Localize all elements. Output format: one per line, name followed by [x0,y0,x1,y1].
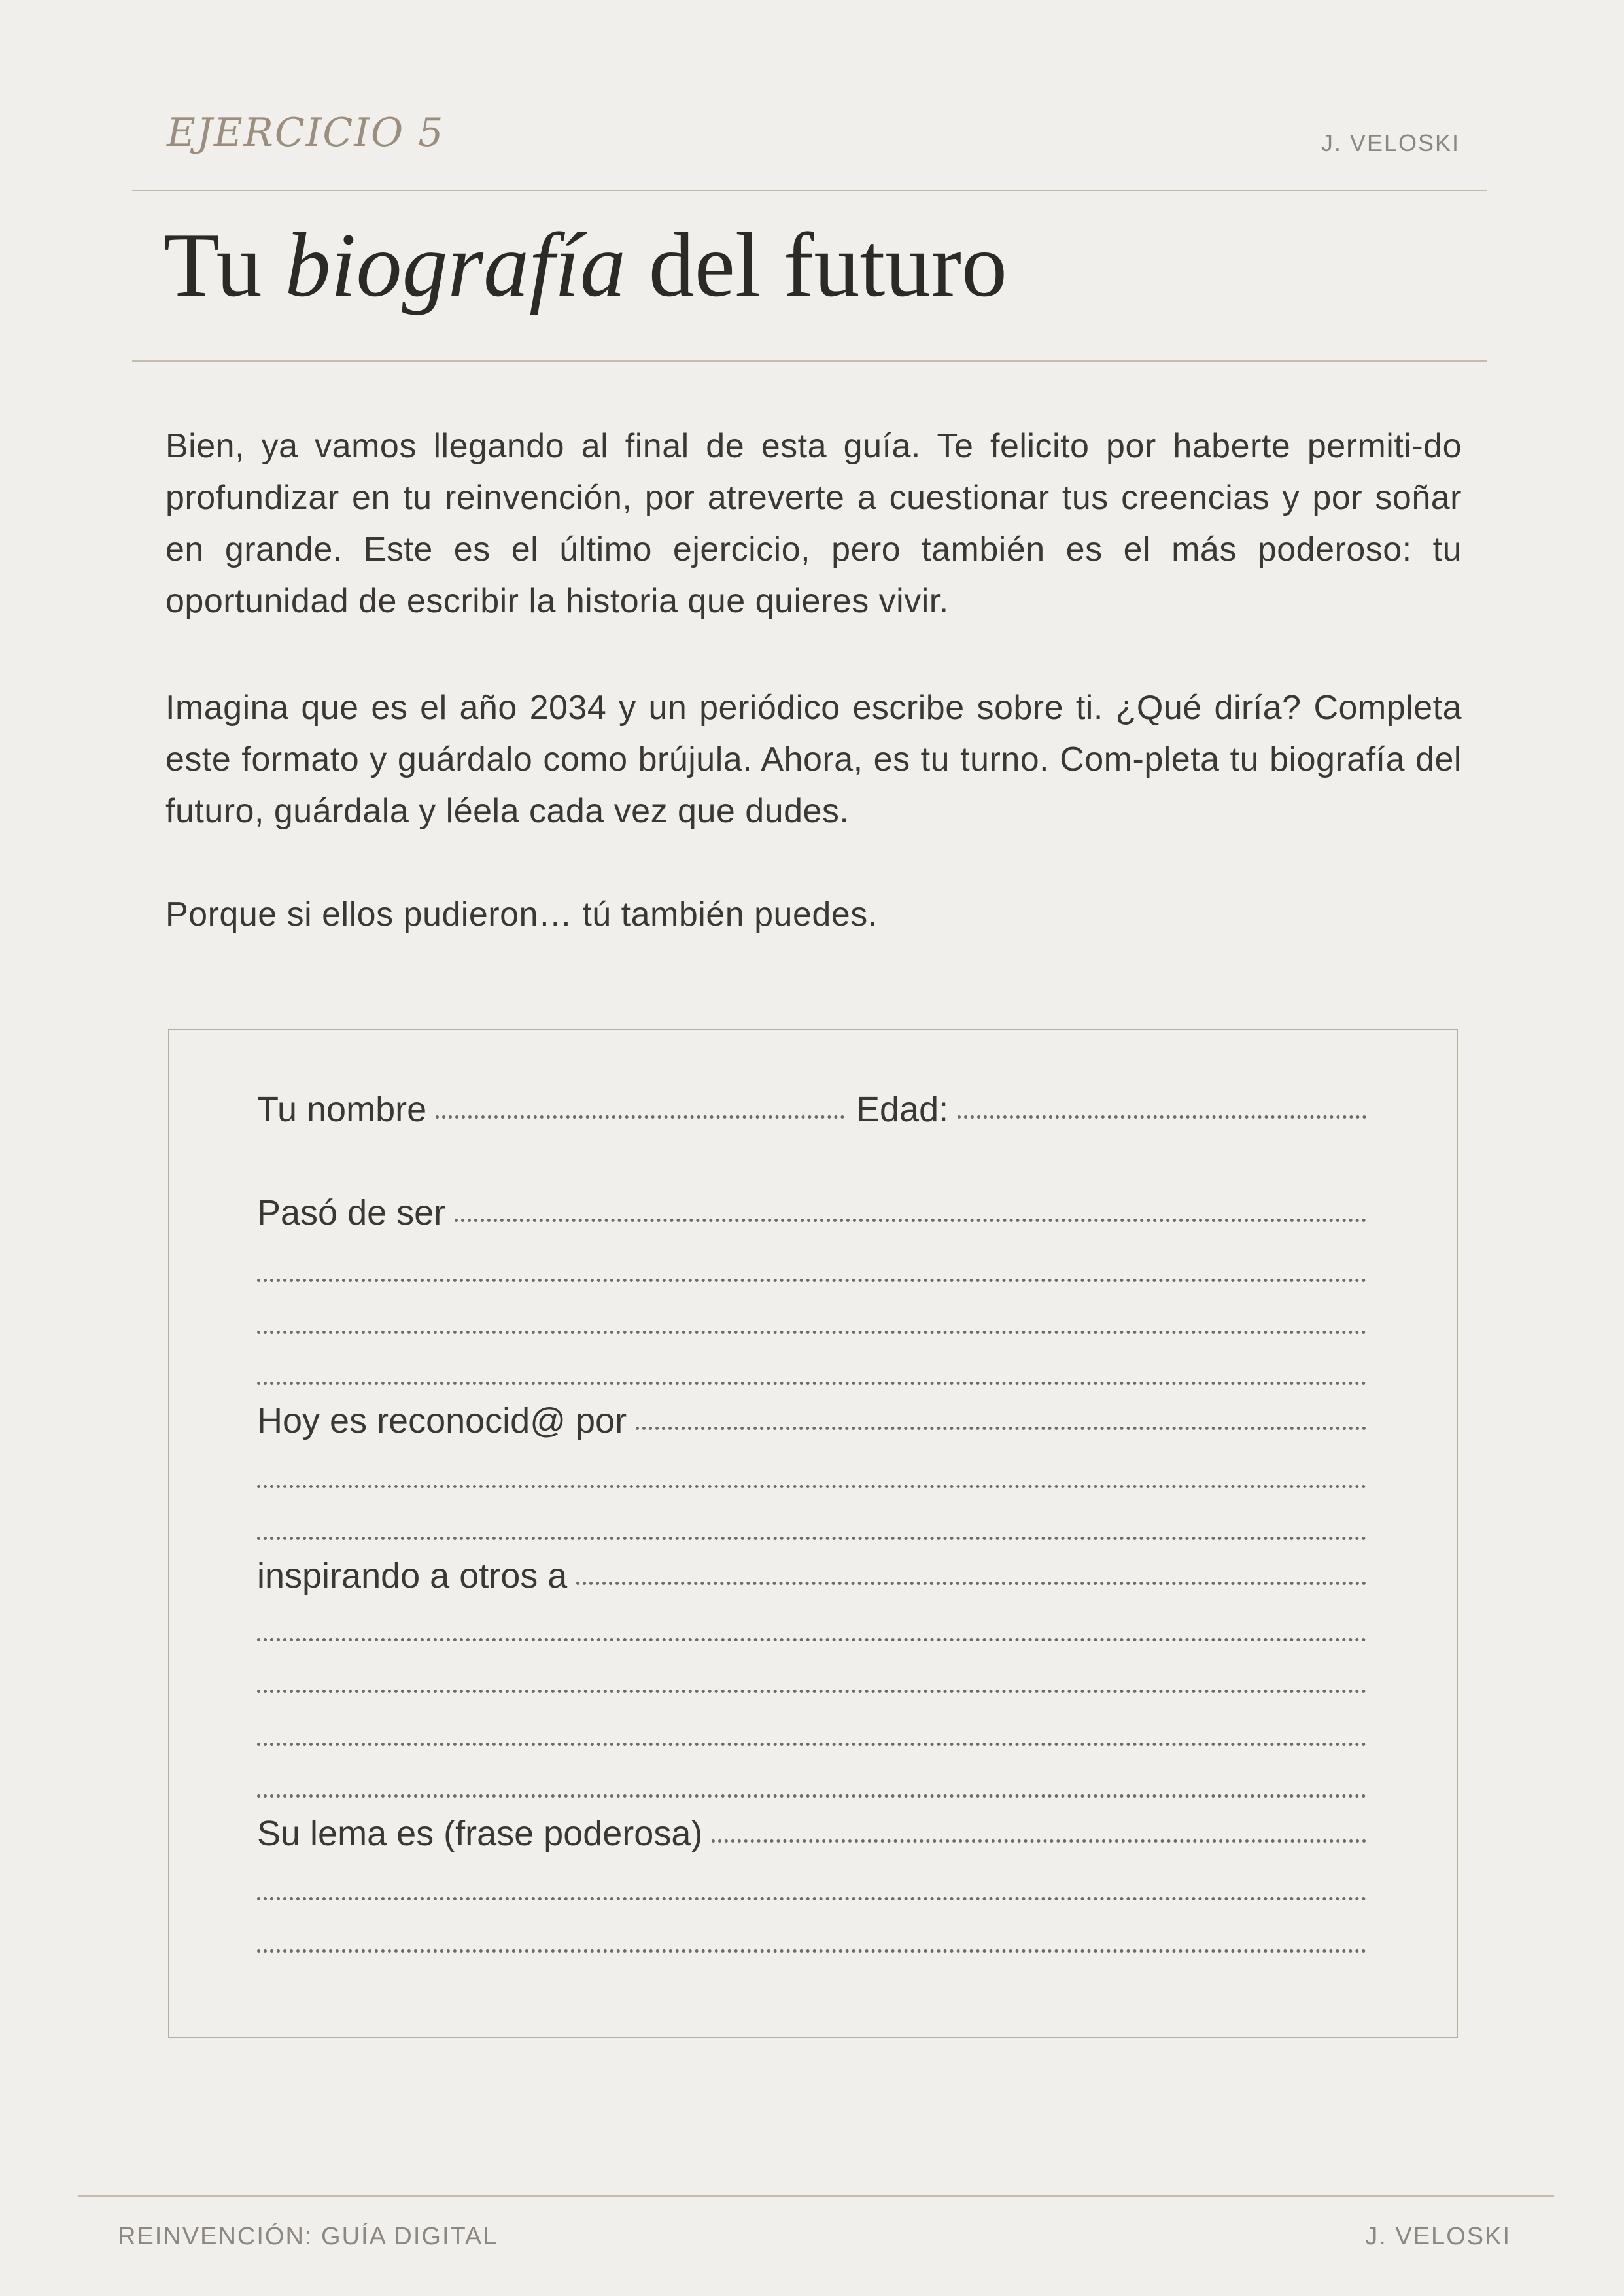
was-extra-line-3[interactable] [257,1382,1366,1385]
recognized-fill-line[interactable] [636,1427,1366,1430]
age-fill-line[interactable] [958,1115,1366,1119]
inspiring-row [257,1556,1366,1596]
instructions-paragraph: Imagina que es el año 2034 y un periódico escribe sobre ti. ¿Qué diría? Completa este formato y guárdalo como brújula. Ahora, es tu turno. Com-pleta tu biografía del futuro, guárdala y léela cada vez que dudes. [165,689,1462,830]
motto-row [257,1813,1366,1854]
inspiring-fill-line[interactable] [576,1582,1366,1585]
footer-guide-title: REINVENCIÓN: GUÍA DIGITAL [118,2223,498,2250]
name-label: Tu nombre [257,1090,427,1129]
recognized-extra-line-2[interactable] [257,1537,1366,1540]
title-part-2: del futuro [625,215,1007,316]
recognized-row [257,1400,1366,1441]
recognized-extra-line-1[interactable] [257,1485,1366,1488]
was-row [257,1192,1366,1233]
name-age-row [257,1089,1366,1130]
title-italic: biografía [285,215,626,316]
inspiring-extra-line-2[interactable] [257,1690,1366,1693]
header-divider [132,190,1487,191]
biography-form-box [168,1029,1458,2038]
name-fill-line[interactable] [436,1115,844,1119]
inspiring-extra-line-3[interactable] [257,1743,1366,1746]
inspiring-extra-line-4[interactable] [257,1794,1366,1798]
intro-paragraph: Bien, ya vamos llegando al final de esta guía. Te felicito por haberte permiti-do profundizar en tu reinvención, por atreverte a cuestionar tus creencias y por soñar en grande. Este es el último ejercicio, pero también es el más poderoso: tu oportunidad de escribir la historia que quieres vivir. [165,427,1462,620]
inspiring-label: inspirando a otros a [257,1556,568,1595]
motto-label: Su lema es (frase poderosa) [257,1814,703,1853]
title-part-1: Tu [164,215,285,316]
motto-extra-line-1[interactable] [257,1897,1366,1900]
footer-author: J. VELOSKI [1365,2223,1511,2250]
was-label: Pasó de ser [257,1193,446,1232]
exercise-label: EJERCICIO 5 [167,110,445,156]
was-extra-line-2[interactable] [257,1331,1366,1334]
was-extra-line-1[interactable] [257,1279,1366,1282]
page-title [164,213,1007,318]
motto-fill-line[interactable] [712,1839,1366,1843]
age-label: Edad: [856,1090,949,1129]
motto-extra-line-2[interactable] [257,1949,1366,1953]
title-divider [132,360,1487,362]
footer-divider [78,2195,1554,2197]
recognized-label: Hoy es reconocid@ por [257,1401,627,1440]
header-author: J. VELOSKI [1321,130,1460,156]
inspiring-extra-line-1[interactable] [257,1638,1366,1641]
closing-paragraph: Porque si ellos pudieron… tú también puedes. [165,896,878,933]
was-fill-line[interactable] [455,1219,1366,1222]
